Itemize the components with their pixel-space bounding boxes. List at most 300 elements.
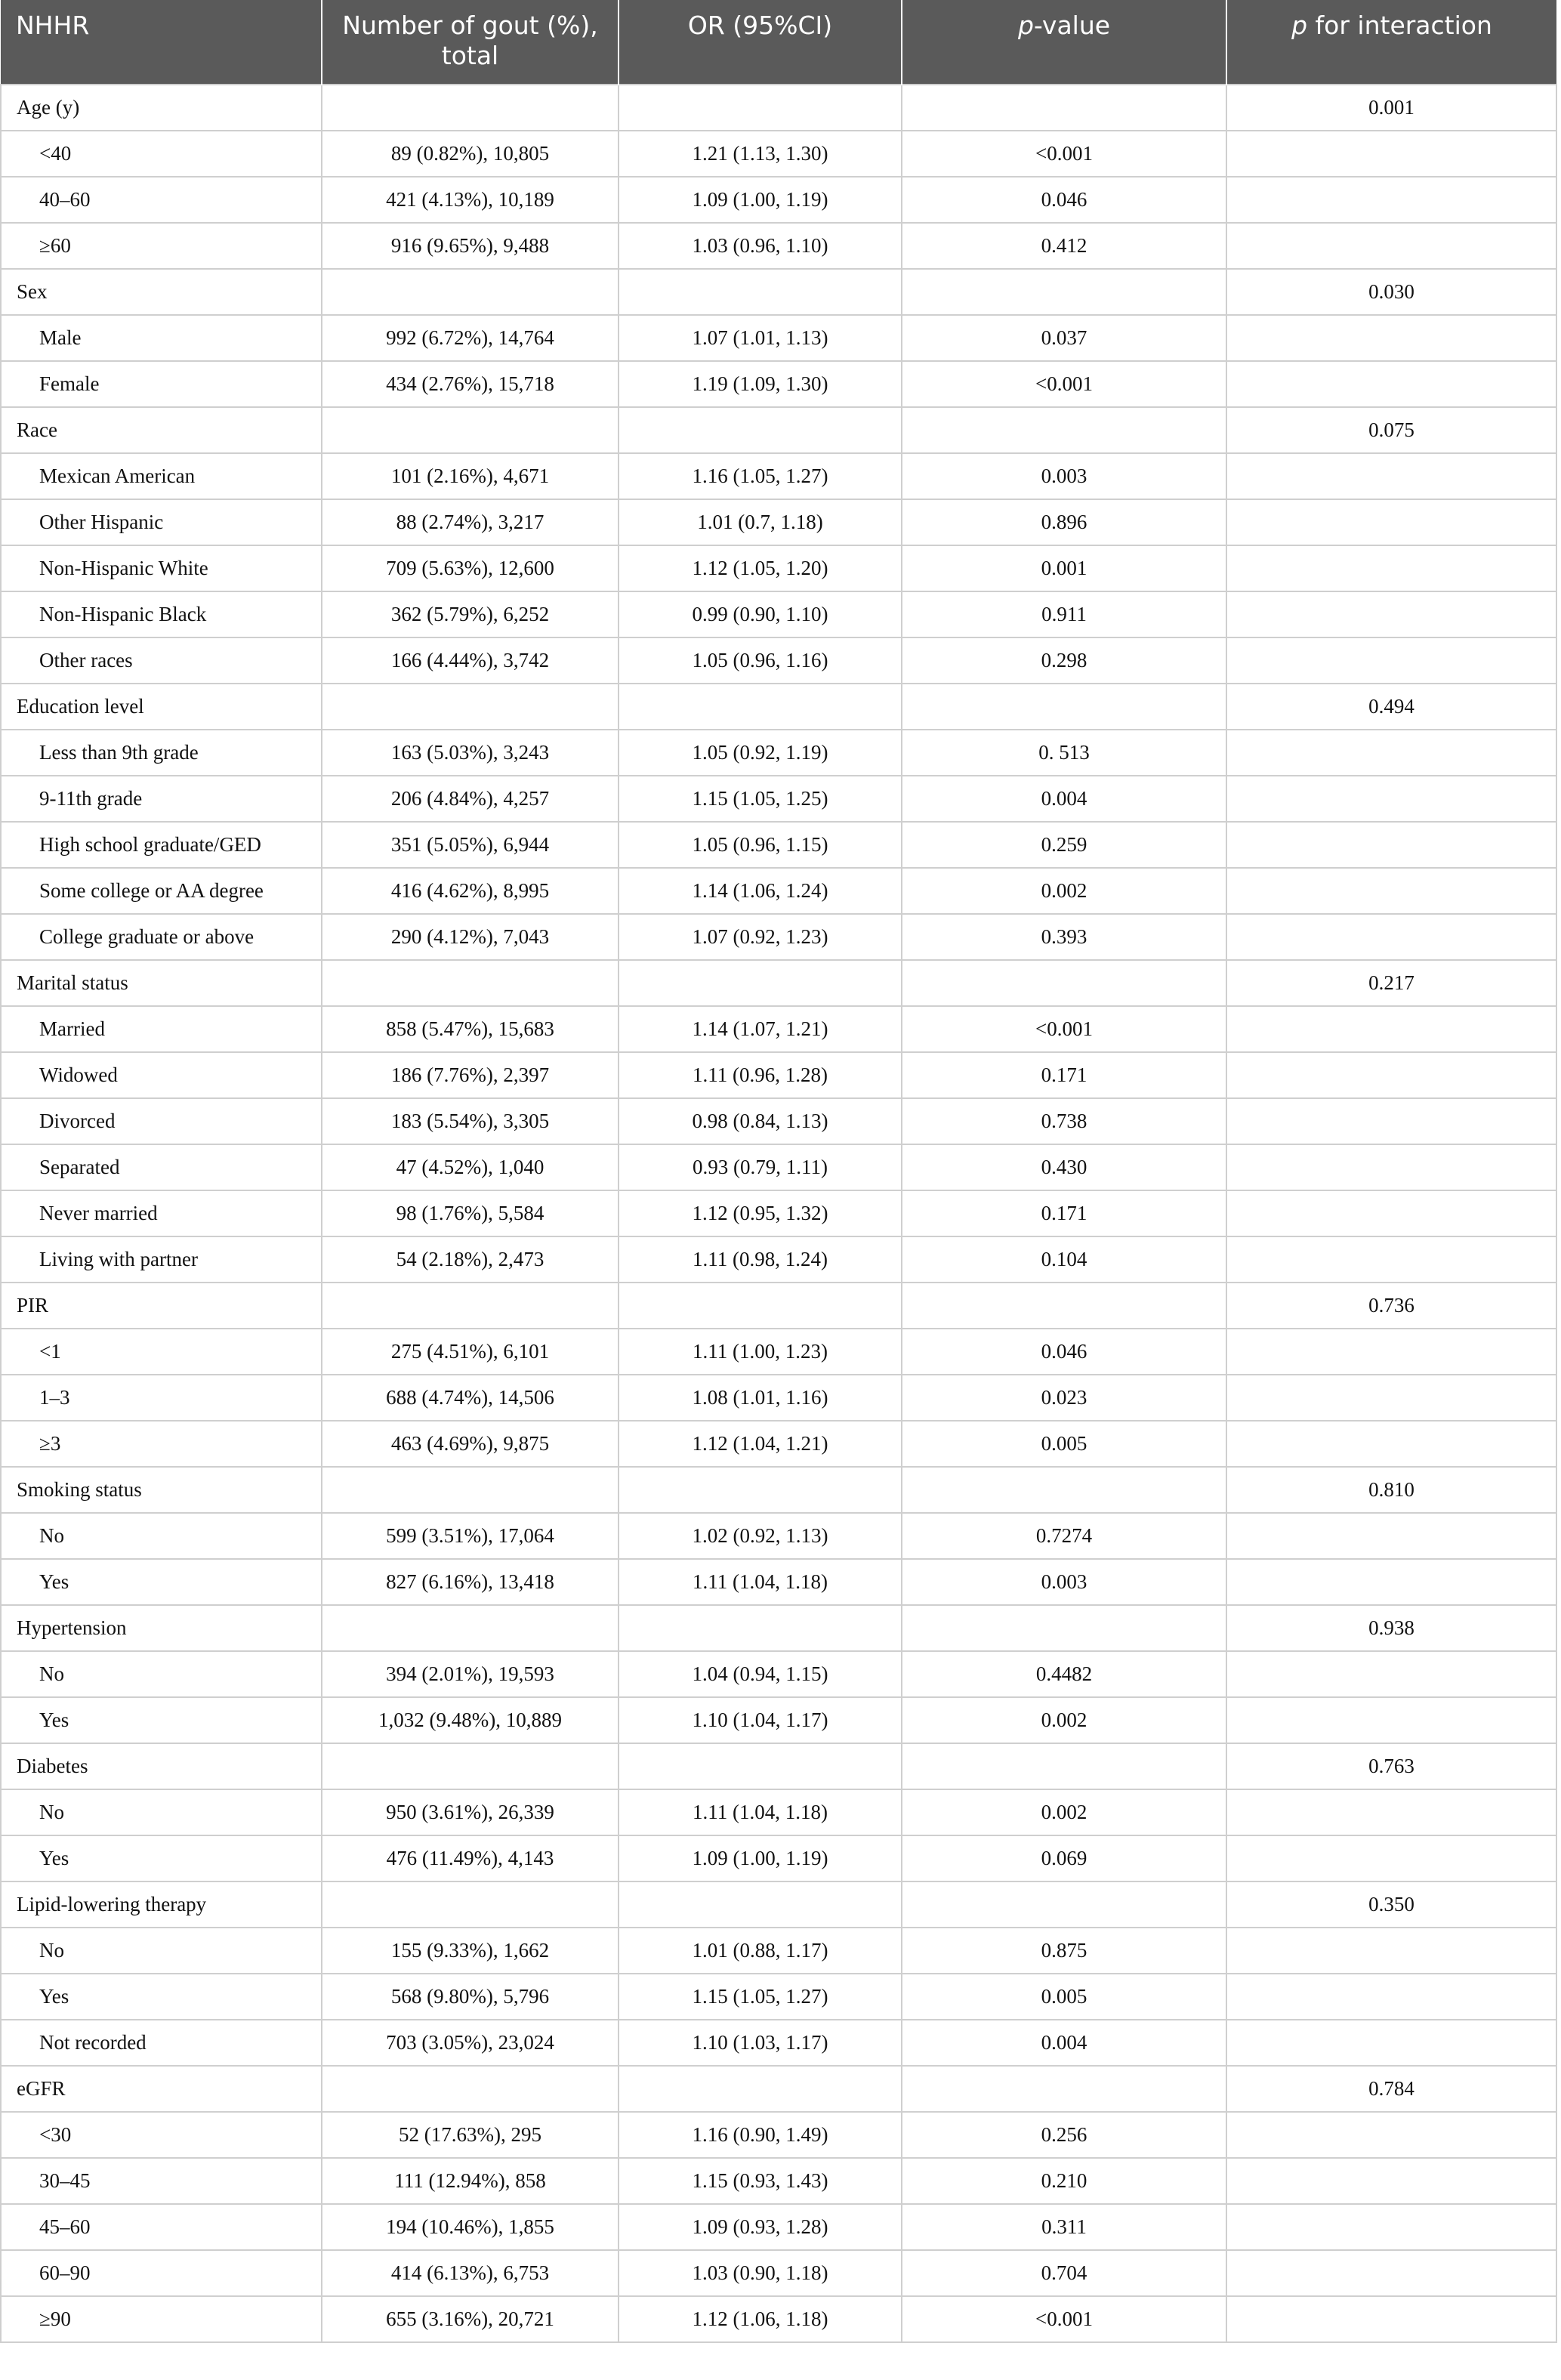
cell-number-of-gout: 434 (2.76%), 15,718: [322, 361, 619, 407]
cell-or-ci: 1.15 (1.05, 1.25): [619, 776, 902, 822]
cell-or-ci: 0.93 (0.79, 1.11): [619, 1144, 902, 1190]
cell-p-interaction: 0.075: [1226, 407, 1556, 453]
cell-p-interaction: [1226, 1375, 1556, 1421]
cell-p-value: [902, 960, 1226, 1006]
cell-or-ci: 0.98 (0.84, 1.13): [619, 1098, 902, 1144]
table-group-row: [1, 407, 1556, 453]
cell-or-ci: [619, 1283, 902, 1329]
cell-subgroup: Living with partner: [1, 1236, 322, 1283]
cell-subgroup: Yes: [1, 1974, 322, 2020]
cell-subgroup: Hypertension: [1, 1605, 322, 1651]
table-row: [1, 2112, 1556, 2158]
cell-or-ci: 1.16 (0.90, 1.49): [619, 2112, 902, 2158]
cell-p-interaction: [1226, 453, 1556, 499]
cell-subgroup: Less than 9th grade: [1, 730, 322, 776]
cell-or-ci: [619, 960, 902, 1006]
cell-number-of-gout: [322, 684, 619, 730]
cell-p-interaction: [1226, 2296, 1556, 2342]
cell-p-value: 0.005: [902, 1421, 1226, 1467]
cell-number-of-gout: [322, 1605, 619, 1651]
cell-or-ci: 1.11 (0.98, 1.24): [619, 1236, 902, 1283]
cell-number-of-gout: 88 (2.74%), 3,217: [322, 499, 619, 545]
cell-subgroup: No: [1, 1928, 322, 1974]
cell-subgroup: <30: [1, 2112, 322, 2158]
cell-number-of-gout: 916 (9.65%), 9,488: [322, 223, 619, 269]
cell-p-value: 0.4482: [902, 1651, 1226, 1697]
cell-number-of-gout: 416 (4.62%), 8,995: [322, 868, 619, 914]
cell-number-of-gout: 186 (7.76%), 2,397: [322, 1052, 619, 1098]
header-p-value-rest: -value: [1033, 11, 1111, 40]
table-group-row: [1, 684, 1556, 730]
cell-p-value: [902, 2066, 1226, 2112]
cell-p-interaction: 0.030: [1226, 269, 1556, 315]
cell-p-value: 0.004: [902, 776, 1226, 822]
cell-subgroup: Yes: [1, 1697, 322, 1743]
cell-p-value: 0.738: [902, 1098, 1226, 1144]
cell-or-ci: 1.11 (0.96, 1.28): [619, 1052, 902, 1098]
cell-or-ci: [619, 1467, 902, 1513]
table-row: [1, 545, 1556, 591]
cell-p-value: 0.259: [902, 822, 1226, 868]
table-row: [1, 223, 1556, 269]
table-row: [1, 315, 1556, 361]
cell-number-of-gout: 52 (17.63%), 295: [322, 2112, 619, 2158]
table-row: [1, 1098, 1556, 1144]
cell-subgroup: Female: [1, 361, 322, 407]
cell-or-ci: [619, 407, 902, 453]
cell-or-ci: 1.12 (1.05, 1.20): [619, 545, 902, 591]
cell-or-ci: 1.10 (1.04, 1.17): [619, 1697, 902, 1743]
cell-p-value: <0.001: [902, 1006, 1226, 1052]
cell-number-of-gout: 950 (3.61%), 26,339: [322, 1789, 619, 1835]
cell-p-interaction: [1226, 1098, 1556, 1144]
cell-number-of-gout: [322, 960, 619, 1006]
cell-p-value: <0.001: [902, 361, 1226, 407]
cell-number-of-gout: 709 (5.63%), 12,600: [322, 545, 619, 591]
cell-p-interaction: 0.001: [1226, 85, 1556, 131]
cell-subgroup: Male: [1, 315, 322, 361]
cell-number-of-gout: 655 (3.16%), 20,721: [322, 2296, 619, 2342]
cell-subgroup: Divorced: [1, 1098, 322, 1144]
table-group-row: [1, 1605, 1556, 1651]
cell-number-of-gout: 166 (4.44%), 3,742: [322, 637, 619, 684]
cell-p-interaction: [1226, 2250, 1556, 2296]
cell-p-interaction: [1226, 315, 1556, 361]
cell-subgroup: 30–45: [1, 2158, 322, 2204]
cell-p-value: 0.046: [902, 177, 1226, 223]
table-row: [1, 361, 1556, 407]
cell-or-ci: 1.15 (0.93, 1.43): [619, 2158, 902, 2204]
cell-subgroup: 40–60: [1, 177, 322, 223]
cell-p-interaction: [1226, 1190, 1556, 1236]
cell-number-of-gout: 155 (9.33%), 1,662: [322, 1928, 619, 1974]
cell-number-of-gout: 599 (3.51%), 17,064: [322, 1513, 619, 1559]
cell-subgroup: College graduate or above: [1, 914, 322, 960]
cell-subgroup: ≥90: [1, 2296, 322, 2342]
cell-p-value: <0.001: [902, 2296, 1226, 2342]
cell-subgroup: No: [1, 1651, 322, 1697]
table-row: [1, 1928, 1556, 1974]
cell-p-value: 0.003: [902, 453, 1226, 499]
table-row: [1, 2204, 1556, 2250]
cell-number-of-gout: 688 (4.74%), 14,506: [322, 1375, 619, 1421]
cell-subgroup: Smoking status: [1, 1467, 322, 1513]
cell-p-interaction: [1226, 2158, 1556, 2204]
table-row: [1, 1052, 1556, 1098]
cell-number-of-gout: 414 (6.13%), 6,753: [322, 2250, 619, 2296]
cell-p-value: [902, 1743, 1226, 1789]
cell-or-ci: 1.12 (1.06, 1.18): [619, 2296, 902, 2342]
table-row: [1, 1513, 1556, 1559]
cell-number-of-gout: 703 (3.05%), 23,024: [322, 2020, 619, 2066]
cell-subgroup: Yes: [1, 1835, 322, 1881]
cell-p-value: 0.704: [902, 2250, 1226, 2296]
cell-p-interaction: [1226, 545, 1556, 591]
cell-p-interaction: [1226, 1006, 1556, 1052]
cell-number-of-gout: 163 (5.03%), 3,243: [322, 730, 619, 776]
cell-number-of-gout: 362 (5.79%), 6,252: [322, 591, 619, 637]
table-row: [1, 1421, 1556, 1467]
cell-p-value: [902, 269, 1226, 315]
cell-p-interaction: [1226, 2204, 1556, 2250]
cell-subgroup: Not recorded: [1, 2020, 322, 2066]
cell-p-interaction: [1226, 1928, 1556, 1974]
cell-p-value: 0.001: [902, 545, 1226, 591]
cell-number-of-gout: [322, 1467, 619, 1513]
cell-subgroup: Non-Hispanic White: [1, 545, 322, 591]
cell-number-of-gout: 421 (4.13%), 10,189: [322, 177, 619, 223]
cell-p-interaction: [1226, 1236, 1556, 1283]
cell-p-interaction: [1226, 591, 1556, 637]
cell-subgroup: Marital status: [1, 960, 322, 1006]
cell-or-ci: 1.19 (1.09, 1.30): [619, 361, 902, 407]
cell-subgroup: eGFR: [1, 2066, 322, 2112]
cell-or-ci: 1.10 (1.03, 1.17): [619, 2020, 902, 2066]
cell-p-value: 0.004: [902, 2020, 1226, 2066]
table-row: [1, 453, 1556, 499]
table-row: [1, 637, 1556, 684]
cell-p-interaction: [1226, 776, 1556, 822]
cell-subgroup: Some college or AA degree: [1, 868, 322, 914]
cell-number-of-gout: 101 (2.16%), 4,671: [322, 453, 619, 499]
table-row: [1, 1651, 1556, 1697]
cell-number-of-gout: [322, 1881, 619, 1928]
cell-p-value: 0.393: [902, 914, 1226, 960]
cell-p-value: [902, 1605, 1226, 1651]
cell-p-interaction: [1226, 637, 1556, 684]
cell-or-ci: 1.08 (1.01, 1.16): [619, 1375, 902, 1421]
cell-subgroup: No: [1, 1513, 322, 1559]
cell-subgroup: Race: [1, 407, 322, 453]
header-p-interaction-rest: for interaction: [1307, 11, 1492, 40]
cell-or-ci: 1.12 (1.04, 1.21): [619, 1421, 902, 1467]
cell-p-value: [902, 1467, 1226, 1513]
cell-number-of-gout: 992 (6.72%), 14,764: [322, 315, 619, 361]
cell-p-interaction: [1226, 177, 1556, 223]
table-row: [1, 2296, 1556, 2342]
table-row: [1, 2020, 1556, 2066]
cell-p-interaction: 0.736: [1226, 1283, 1556, 1329]
cell-p-value: [902, 85, 1226, 131]
cell-number-of-gout: 111 (12.94%), 858: [322, 2158, 619, 2204]
cell-or-ci: 1.12 (0.95, 1.32): [619, 1190, 902, 1236]
cell-p-interaction: [1226, 361, 1556, 407]
table-row: [1, 1190, 1556, 1236]
table-header: [1, 0, 1556, 85]
cell-subgroup: 9-11th grade: [1, 776, 322, 822]
cell-or-ci: 1.01 (0.7, 1.18): [619, 499, 902, 545]
table-row: [1, 1006, 1556, 1052]
header-p-interaction: [1226, 0, 1556, 85]
cell-or-ci: [619, 2066, 902, 2112]
cell-p-value: 0.311: [902, 2204, 1226, 2250]
cell-p-value: [902, 407, 1226, 453]
table-row: [1, 868, 1556, 914]
cell-subgroup: ≥60: [1, 223, 322, 269]
cell-or-ci: [619, 1743, 902, 1789]
cell-p-interaction: [1226, 1789, 1556, 1835]
cell-subgroup: No: [1, 1789, 322, 1835]
cell-p-value: 0.896: [902, 499, 1226, 545]
table-row: [1, 1329, 1556, 1375]
cell-or-ci: 1.07 (0.92, 1.23): [619, 914, 902, 960]
cell-p-interaction: 0.938: [1226, 1605, 1556, 1651]
cell-subgroup: Separated: [1, 1144, 322, 1190]
cell-number-of-gout: 194 (10.46%), 1,855: [322, 2204, 619, 2250]
cell-or-ci: 0.99 (0.90, 1.10): [619, 591, 902, 637]
cell-p-value: 0.002: [902, 1697, 1226, 1743]
cell-number-of-gout: [322, 85, 619, 131]
cell-subgroup: Other Hispanic: [1, 499, 322, 545]
table-row: [1, 730, 1556, 776]
cell-number-of-gout: [322, 407, 619, 453]
table-row: [1, 2250, 1556, 2296]
cell-p-interaction: [1226, 822, 1556, 868]
cell-subgroup: <1: [1, 1329, 322, 1375]
cell-p-interaction: [1226, 1421, 1556, 1467]
cell-or-ci: 1.01 (0.88, 1.17): [619, 1928, 902, 1974]
cell-p-value: 0.005: [902, 1974, 1226, 2020]
cell-number-of-gout: [322, 269, 619, 315]
table-row: [1, 1974, 1556, 2020]
cell-subgroup: Sex: [1, 269, 322, 315]
cell-p-value: [902, 1881, 1226, 1928]
cell-p-interaction: 0.494: [1226, 684, 1556, 730]
cell-subgroup: Married: [1, 1006, 322, 1052]
cell-or-ci: 1.04 (0.94, 1.15): [619, 1651, 902, 1697]
cell-p-value: 0.171: [902, 1052, 1226, 1098]
table-row: [1, 822, 1556, 868]
cell-p-value: 0.002: [902, 1789, 1226, 1835]
cell-or-ci: 1.05 (0.92, 1.19): [619, 730, 902, 776]
cell-number-of-gout: 275 (4.51%), 6,101: [322, 1329, 619, 1375]
cell-or-ci: 1.05 (0.96, 1.15): [619, 822, 902, 868]
cell-p-interaction: [1226, 1329, 1556, 1375]
cell-or-ci: 1.11 (1.04, 1.18): [619, 1789, 902, 1835]
table-group-row: [1, 1467, 1556, 1513]
table-group-row: [1, 2066, 1556, 2112]
cell-number-of-gout: [322, 1743, 619, 1789]
cell-p-interaction: [1226, 499, 1556, 545]
cell-p-value: [902, 1283, 1226, 1329]
cell-number-of-gout: 183 (5.54%), 3,305: [322, 1098, 619, 1144]
header-p-interaction-italic: p: [1291, 11, 1308, 40]
cell-p-interaction: [1226, 1559, 1556, 1605]
cell-subgroup: Never married: [1, 1190, 322, 1236]
cell-or-ci: [619, 684, 902, 730]
cell-subgroup: Non-Hispanic Black: [1, 591, 322, 637]
cell-or-ci: [619, 1605, 902, 1651]
cell-p-interaction: [1226, 1144, 1556, 1190]
table-row: [1, 776, 1556, 822]
cell-p-value: 0.069: [902, 1835, 1226, 1881]
header-or-ci: OR (95%CI): [619, 0, 902, 85]
cell-p-value: 0.002: [902, 868, 1226, 914]
cell-p-interaction: [1226, 2020, 1556, 2066]
cell-p-value: 0.430: [902, 1144, 1226, 1190]
cell-or-ci: 1.14 (1.07, 1.21): [619, 1006, 902, 1052]
table-group-row: [1, 269, 1556, 315]
cell-number-of-gout: 290 (4.12%), 7,043: [322, 914, 619, 960]
cell-p-interaction: 0.763: [1226, 1743, 1556, 1789]
table-row: [1, 1835, 1556, 1881]
header-number-of-gout: Number of gout (%), total: [322, 0, 619, 85]
cell-or-ci: [619, 269, 902, 315]
table-row: [1, 2158, 1556, 2204]
cell-subgroup: Widowed: [1, 1052, 322, 1098]
cell-p-interaction: [1226, 1052, 1556, 1098]
cell-subgroup: Lipid-lowering therapy: [1, 1881, 322, 1928]
cell-p-value: 0.003: [902, 1559, 1226, 1605]
cell-or-ci: 1.03 (0.90, 1.18): [619, 2250, 902, 2296]
cell-p-value: 0. 513: [902, 730, 1226, 776]
cell-p-interaction: 0.784: [1226, 2066, 1556, 2112]
cell-p-value: [902, 684, 1226, 730]
cell-or-ci: 1.03 (0.96, 1.10): [619, 223, 902, 269]
cell-number-of-gout: 476 (11.49%), 4,143: [322, 1835, 619, 1881]
cell-p-value: 0.7274: [902, 1513, 1226, 1559]
cell-subgroup: PIR: [1, 1283, 322, 1329]
cell-number-of-gout: [322, 2066, 619, 2112]
cell-or-ci: 1.09 (0.93, 1.28): [619, 2204, 902, 2250]
table-row: [1, 177, 1556, 223]
cell-p-value: 0.023: [902, 1375, 1226, 1421]
cell-p-interaction: 0.810: [1226, 1467, 1556, 1513]
table-row: [1, 1559, 1556, 1605]
cell-number-of-gout: 351 (5.05%), 6,944: [322, 822, 619, 868]
cell-p-interaction: 0.350: [1226, 1881, 1556, 1928]
cell-subgroup: <40: [1, 131, 322, 177]
cell-p-value: <0.001: [902, 131, 1226, 177]
cell-or-ci: 1.07 (1.01, 1.13): [619, 315, 902, 361]
cell-p-interaction: [1226, 1835, 1556, 1881]
cell-p-value: 0.298: [902, 637, 1226, 684]
cell-or-ci: 1.11 (1.04, 1.18): [619, 1559, 902, 1605]
cell-number-of-gout: 394 (2.01%), 19,593: [322, 1651, 619, 1697]
cell-subgroup: ≥3: [1, 1421, 322, 1467]
cell-p-interaction: [1226, 131, 1556, 177]
cell-p-interaction: [1226, 1651, 1556, 1697]
cell-number-of-gout: 47 (4.52%), 1,040: [322, 1144, 619, 1190]
cell-or-ci: 1.15 (1.05, 1.27): [619, 1974, 902, 2020]
table-group-row: [1, 85, 1556, 131]
cell-or-ci: 1.09 (1.00, 1.19): [619, 1835, 902, 1881]
cell-number-of-gout: 568 (9.80%), 5,796: [322, 1974, 619, 2020]
cell-number-of-gout: 89 (0.82%), 10,805: [322, 131, 619, 177]
cell-p-value: 0.171: [902, 1190, 1226, 1236]
cell-or-ci: 1.02 (0.92, 1.13): [619, 1513, 902, 1559]
cell-subgroup: 1–3: [1, 1375, 322, 1421]
cell-number-of-gout: 858 (5.47%), 15,683: [322, 1006, 619, 1052]
cell-subgroup: Other races: [1, 637, 322, 684]
cell-or-ci: [619, 1881, 902, 1928]
cell-p-interaction: [1226, 730, 1556, 776]
table-body: [1, 85, 1556, 2342]
cell-subgroup: 45–60: [1, 2204, 322, 2250]
cell-subgroup: Education level: [1, 684, 322, 730]
cell-p-interaction: [1226, 1513, 1556, 1559]
cell-subgroup: Diabetes: [1, 1743, 322, 1789]
table-row: [1, 591, 1556, 637]
cell-or-ci: 1.21 (1.13, 1.30): [619, 131, 902, 177]
cell-number-of-gout: 206 (4.84%), 4,257: [322, 776, 619, 822]
table-row: [1, 1144, 1556, 1190]
cell-p-interaction: [1226, 223, 1556, 269]
header-nhhr: NHHR: [1, 0, 322, 85]
cell-p-value: 0.046: [902, 1329, 1226, 1375]
cell-p-interaction: [1226, 868, 1556, 914]
table-group-row: [1, 1283, 1556, 1329]
cell-or-ci: [619, 85, 902, 131]
cell-number-of-gout: 463 (4.69%), 9,875: [322, 1421, 619, 1467]
header-row: [1, 0, 1556, 85]
cell-or-ci: 1.16 (1.05, 1.27): [619, 453, 902, 499]
cell-number-of-gout: 827 (6.16%), 13,418: [322, 1559, 619, 1605]
header-p-value-italic: p: [1017, 11, 1034, 40]
cell-p-value: 0.256: [902, 2112, 1226, 2158]
cell-number-of-gout: 1,032 (9.48%), 10,889: [322, 1697, 619, 1743]
cell-p-value: 0.875: [902, 1928, 1226, 1974]
cell-p-value: 0.210: [902, 2158, 1226, 2204]
cell-p-interaction: 0.217: [1226, 960, 1556, 1006]
cell-number-of-gout: 54 (2.18%), 2,473: [322, 1236, 619, 1283]
cell-subgroup: High school graduate/GED: [1, 822, 322, 868]
cell-subgroup: Age (y): [1, 85, 322, 131]
table-row: [1, 1697, 1556, 1743]
cell-subgroup: Yes: [1, 1559, 322, 1605]
cell-or-ci: 1.11 (1.00, 1.23): [619, 1329, 902, 1375]
cell-p-value: 0.104: [902, 1236, 1226, 1283]
cell-p-value: 0.412: [902, 223, 1226, 269]
cell-or-ci: 1.14 (1.06, 1.24): [619, 868, 902, 914]
table-group-row: [1, 960, 1556, 1006]
table-group-row: [1, 1881, 1556, 1928]
cell-p-value: 0.037: [902, 315, 1226, 361]
table-row: [1, 1236, 1556, 1283]
cell-or-ci: 1.09 (1.00, 1.19): [619, 177, 902, 223]
cell-p-interaction: [1226, 1974, 1556, 2020]
cell-subgroup: 60–90: [1, 2250, 322, 2296]
table-row: [1, 1375, 1556, 1421]
table-row: [1, 499, 1556, 545]
cell-subgroup: Mexican American: [1, 453, 322, 499]
table-row: [1, 131, 1556, 177]
table-row: [1, 914, 1556, 960]
cell-number-of-gout: 98 (1.76%), 5,584: [322, 1190, 619, 1236]
cell-p-value: 0.911: [902, 591, 1226, 637]
table-row: [1, 1789, 1556, 1835]
cell-p-interaction: [1226, 914, 1556, 960]
